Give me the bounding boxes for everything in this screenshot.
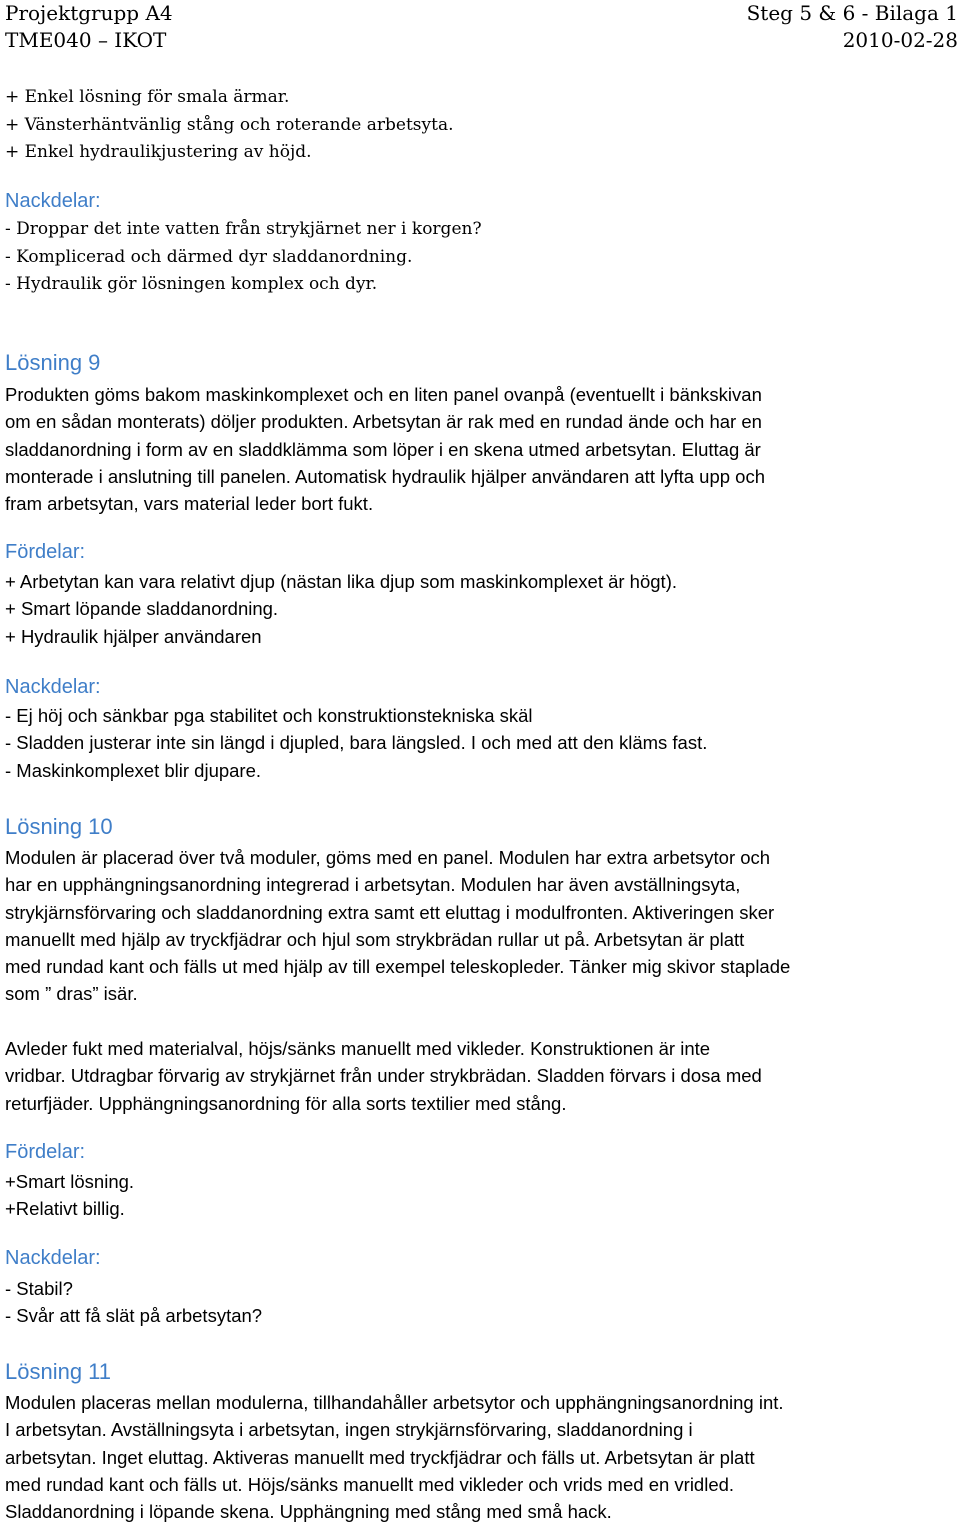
paragraph-line: Modulen placeras mellan modulerna, tillhandahåller arbetsytor och upphängningsanordning int.: [5, 1392, 784, 1413]
list-item: - Hydraulik gör lösningen komplex och dyr.: [5, 274, 378, 294]
solution-10-heading: Lösning 10: [5, 814, 113, 839]
solution-9-advantages-label: Fördelar:: [5, 541, 86, 563]
project-group: Projektgrupp A4: [5, 1, 173, 25]
solution-10-advantages-label: Fördelar:: [5, 1141, 86, 1163]
paragraph-line: manuellt med hjälp av tryckfjädrar och hjul som strykbrädan rullar ut på. Arbetsytan är platt: [5, 928, 745, 950]
list-item: - Maskinkomplexet blir djupare.: [5, 759, 262, 781]
list-item: + Enkel hydraulikjustering av höjd.: [5, 142, 312, 162]
paragraph-line: som ” dras” isär.: [5, 983, 138, 1005]
top-disadvantages-list: [5, 216, 482, 299]
solution-9-disadvantages-label: Nackdelar:: [5, 676, 101, 698]
list-item: + Enkel lösning för smala ärmar.: [5, 87, 290, 107]
paragraph-line: med rundad kant och fälls ut med hjälp av till exempel teleskopleder. Tänker mig skivor staplade: [5, 956, 791, 978]
solution-9-description: [5, 381, 960, 517]
list-item: + Vänsterhäntvänlig stång och roterande arbetsyta.: [5, 114, 454, 135]
paragraph-line: monterade i anslutning till panelen. Automatisk hydraulik hjälper användaren att lyfta upp och: [5, 465, 765, 487]
list-item: - Droppar det inte vatten från strykjärnet ner i korgen?: [5, 219, 482, 239]
paragraph-line: Avleder fukt med materialval, höjs/sänks manuellt med vikleder. Konstruktionen är inte: [5, 1038, 711, 1059]
header-row-top: [5, 0, 958, 27]
paragraph-line: Modulen är placerad över två moduler, göms med en panel. Modulen har extra arbetsytor och: [5, 847, 771, 868]
page-header: [5, 0, 958, 54]
solution-11-heading: Lösning 11: [5, 1359, 112, 1384]
paragraph-line: med rundad kant och fälls ut. Höjs/sänks manuellt med vikleder och vrids med en vridled.: [5, 1473, 735, 1495]
solution-9-heading: Lösning 9: [5, 350, 101, 375]
solution-10-disadvantages-list: [5, 1275, 960, 1330]
list-item: - Komplicerad och därmed dyr sladdanordning.: [5, 246, 413, 267]
solution-10-description-2: [5, 1035, 960, 1117]
list-item: +Smart lösning.: [5, 1171, 135, 1192]
list-item: +Relativt billig.: [5, 1198, 125, 1220]
paragraph-line: fram arbetsytan, vars material leder bort fukt.: [5, 493, 374, 515]
list-item: - Svår att få slät på arbetsytan?: [5, 1305, 263, 1327]
paragraph-line: om en sådan monterats) döljer produkten. Arbetsytan är rak med en rundad ände och har en: [5, 411, 762, 433]
list-item: + Hydraulik hjälper användaren: [5, 625, 262, 647]
list-item: - Sladden justerar inte sin längd i djupled, bara längsled. I och med att den kläms fast.: [5, 732, 708, 754]
paragraph-line: strykjärnsförvaring och sladdanordning extra samt ett eluttag i modulfronten. Aktiveringen sker: [5, 901, 775, 923]
solution-10-disadvantages-label: Nackdelar:: [5, 1247, 101, 1269]
header-row-bottom: [5, 27, 958, 54]
list-item: + Arbetytan kan vara relativt djup (nästan lika djup som maskinkomplexet är högt).: [5, 571, 677, 592]
solution-10-advantages-list: [5, 1168, 960, 1223]
paragraph-line: I arbetsytan. Avställningsyta i arbetsytan, ingen strykjärnsförvaring, sladdanordning i: [5, 1419, 693, 1441]
list-item: - Ej höj och sänkbar pga stabilitet och konstruktionstekniska skäl: [5, 705, 533, 726]
solution-11-description: [5, 1389, 960, 1525]
solution-10-description: [5, 844, 960, 1008]
top-advantages-list: [5, 84, 453, 167]
course-code: TME040 – IKOT: [5, 28, 167, 52]
solution-9-advantages-list: [5, 568, 960, 650]
list-item: - Stabil?: [5, 1278, 73, 1299]
paragraph-line: sladdanordning i form av en sladdklämma som löper i en skena utmed arbetsytan. Eluttag är: [5, 438, 761, 460]
paragraph-line: arbetsytan. Inget eluttag. Aktiveras manuellt med tryckfjädrar och fälls ut. Arbetsytan är platt: [5, 1446, 755, 1468]
solution-9-disadvantages-list: [5, 702, 960, 784]
paragraph-line: vridbar. Utdragbar förvarig av strykjärnet från under strykbrädan. Sladden förvars i dosa med: [5, 1065, 762, 1087]
top-disadvantages-label: Nackdelar:: [5, 190, 101, 212]
document-date: 2010-02-28: [842, 28, 958, 52]
paragraph-line: returfjäder. Upphängningsanordning för alla sorts textilier med stång.: [5, 1092, 567, 1114]
paragraph-line: Produkten göms bakom maskinkomplexet och en liten panel ovanpå (eventuellt i bänkskivan: [5, 384, 762, 405]
list-item: + Smart löpande sladdanordning.: [5, 598, 279, 620]
document-step: Steg 5 & 6 - Bilaga 1: [746, 1, 958, 25]
paragraph-line: Sladdanordning i löpande skena. Upphängning med stång med små hack.: [5, 1501, 612, 1523]
paragraph-line: har en upphängningsanordning integrerad i arbetsytan. Modulen har även avställningsyta,: [5, 874, 741, 896]
